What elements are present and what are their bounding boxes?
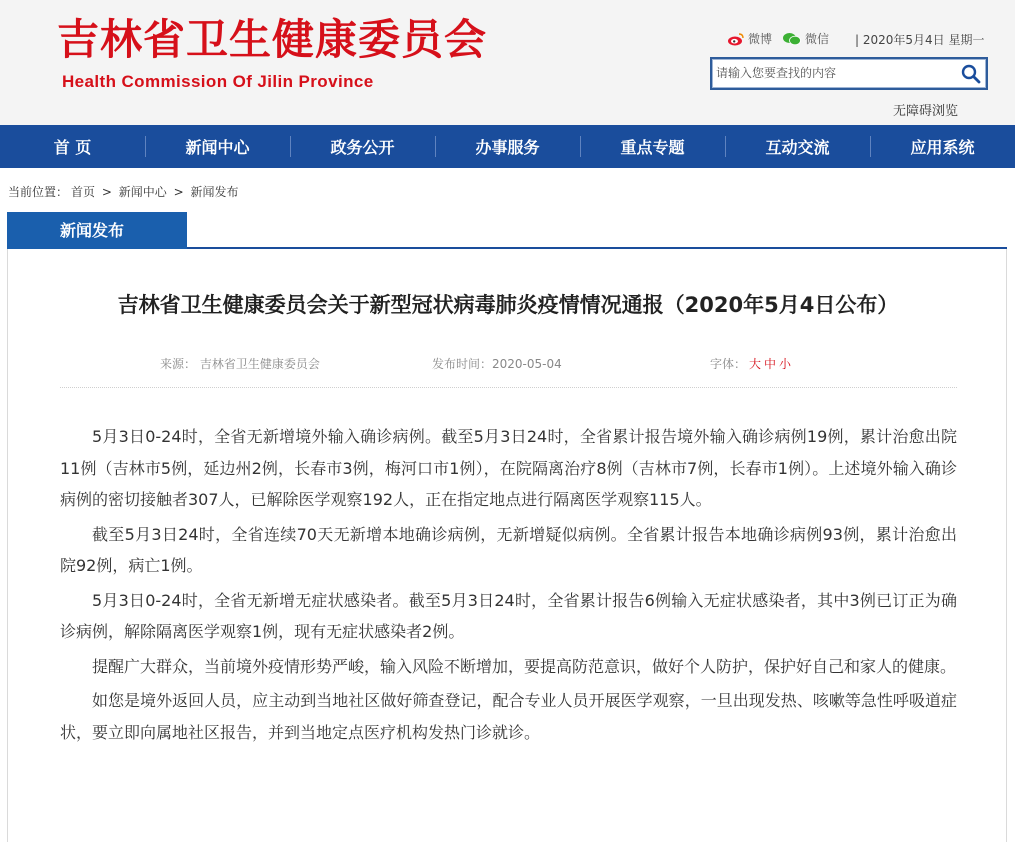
main-nav (0, 125, 1015, 168)
article-publish-time (432, 355, 562, 372)
search-icon (961, 64, 981, 84)
search-box (710, 57, 988, 90)
accessibility-link[interactable]: 无障碍浏览 (893, 104, 959, 119)
meta-divider (60, 387, 957, 388)
breadcrumb-prefix: 当前位置： (8, 185, 69, 199)
weibo-share-link[interactable] (727, 30, 772, 47)
article-paragraph: 提醒广大群众，当前境外疫情形势严峻，输入风险不断增加，要提高防范意识，做好个人防护，保护好自己和家人的健康。 (92, 656, 957, 676)
nav-services[interactable]: 办事服务 (435, 125, 580, 168)
wechat-share-link[interactable] (782, 30, 829, 47)
nav-news-center[interactable]: 新闻中心 (145, 125, 290, 168)
nav-government-affairs[interactable]: 政务公开 (290, 125, 435, 168)
time-label: 发布时间： (432, 357, 493, 371)
article-title: 吉林省卫生健康委员会关于新型冠状病毒肺炎疫情情况通报（2020年5月4日公布） (117, 293, 899, 317)
font-small-option[interactable]: 小 (779, 357, 792, 371)
current-date: | 2020年5月4日 星期一 (855, 33, 985, 47)
breadcrumb-separator: > (173, 185, 184, 199)
wechat-label: 微信 (805, 32, 830, 46)
article-source (160, 355, 320, 372)
breadcrumb-news-center[interactable]: 新闻中心 (118, 185, 167, 199)
search-button[interactable] (958, 61, 984, 87)
section-tab: 新闻发布 (7, 212, 187, 249)
article-paragraph: 5月3日0-24时，全省无新增无症状感染者。截至5月3日24时，全省累计报告6例输入无症状感染者，其中3例已订正为确诊病例，解除隔离医学观察1例，现有无症状感染者2例。 (60, 590, 957, 641)
font-medium-option[interactable]: 中 (764, 357, 777, 371)
nav-special-topics[interactable]: 重点专题 (580, 125, 725, 168)
article-body (60, 421, 957, 751)
weibo-label: 微博 (748, 32, 773, 46)
font-size-switcher (710, 355, 791, 372)
breadcrumb-home[interactable]: 首页 (71, 185, 96, 199)
nav-interaction[interactable]: 互动交流 (725, 125, 870, 168)
article-panel (7, 249, 1007, 842)
wechat-icon (782, 32, 802, 46)
article-paragraph: 如您是境外返回人员，应主动到当地社区做好筛查登记，配合专业人员开展医学观察，一旦出现发热、咳嗽等急性呼吸道症状，要立即向属地社区报告，并到当地定点医疗机构发热门诊就诊。 (60, 691, 957, 742)
article-paragraph: 5月3日0-24时，全省无新增境外输入确诊病例。截至5月3日24时，全省累计报告境外输入确诊病例19例，累计治愈出院11例（吉林市5例，延边州2例，长春市3例，梅河口市1例），在院隔离治疗8例（吉林市7例，长春市1例）。上述境外输入确诊病例的密切接触者307人，已解除医学观察192人，正在指定地点进行隔离医学观察115人。 (60, 427, 957, 509)
source-value: 吉林省卫生健康委员会 (199, 357, 320, 371)
breadcrumb (8, 183, 242, 200)
article-paragraph: 截至5月3日24时，全省连续70天无新增本地确诊病例，无新增疑似病例。全省累计报告本地确诊病例93例，累计治愈出院92例，病亡1例。 (60, 524, 957, 575)
site-header (0, 0, 1015, 125)
site-logo-english[interactable]: Health Commission Of Jilin Province (62, 72, 374, 91)
time-value: 2020-05-04 (492, 357, 562, 371)
search-input[interactable] (716, 66, 956, 80)
nav-app-systems[interactable]: 应用系统 (870, 125, 1015, 168)
font-large-option[interactable]: 大 (749, 357, 762, 371)
breadcrumb-separator: > (101, 185, 112, 199)
nav-home[interactable]: 首 页 (53, 138, 92, 157)
font-label: 字体： (710, 357, 747, 371)
weibo-icon (727, 32, 745, 46)
source-label: 来源： (160, 357, 197, 371)
breadcrumb-news-release[interactable]: 新闻发布 (190, 185, 239, 199)
site-logo-chinese[interactable]: 吉林省卫生健康委员会 (57, 15, 488, 64)
